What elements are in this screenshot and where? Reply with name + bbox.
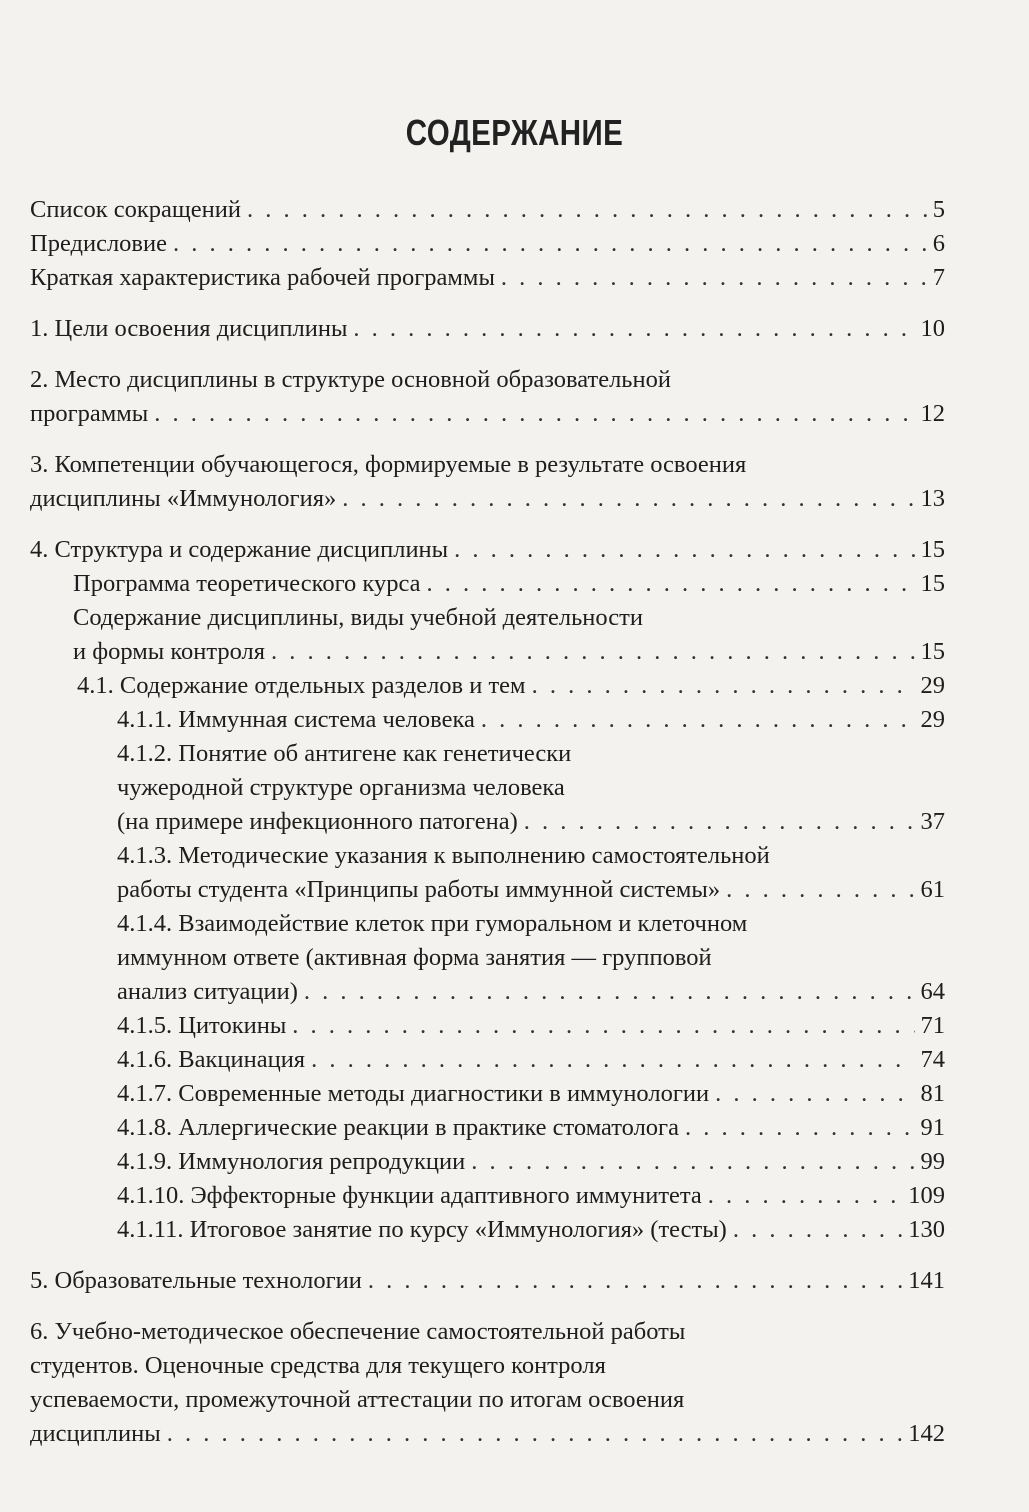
dot-leader [353,312,914,346]
toc-entry[interactable] [117,1111,945,1145]
toc-entry-text-line: 4.1.3. Методические указания к выполнению самостоятельной [117,842,770,869]
dot-leader [167,1417,903,1451]
toc-entry-title: 4.1.6. Вакцинация [117,1046,306,1073]
toc-entry-title: анализ ситуации) [117,978,298,1005]
toc-entry-title: (на примере инфекционного патогена) [117,808,518,835]
toc-entry[interactable] [117,1179,945,1213]
toc-page-number: 91 [920,1114,945,1141]
toc-entry[interactable] [117,1077,945,1111]
toc-entry-text-line: 3. Компетенции обучающегося, формируемые в результате освоения [30,451,747,478]
toc-entry[interactable] [30,448,945,516]
toc-entry[interactable] [117,1009,945,1043]
toc-page-number: 15 [920,536,945,563]
section-gap [0,295,1029,312]
dot-leader [454,533,914,567]
toc-entry-text-line: 4.1.4. Взаимодействие клеток при гуморальном и клеточном [117,910,748,937]
toc-entry[interactable] [73,567,945,601]
toc-page-number: 15 [920,638,945,665]
dot-leader [471,1145,914,1179]
dot-leader [173,227,927,261]
toc-entry-text-line: 6. Учебно-методическое обеспечение самостоятельной работы [30,1318,686,1345]
dot-leader [292,1009,914,1043]
section-gap [0,516,1029,533]
toc-entry-title: 4.1.8. Аллергические реакции в практике стоматолога [117,1114,679,1141]
toc-entry-title: дисциплины «Иммунология» [30,485,337,512]
toc-page-number: 5 [932,196,945,223]
toc-entry-title: 4.1.1. Иммунная система человека [117,706,475,733]
dot-leader [311,1043,914,1077]
toc-entry-text-line: чужеродной структуре организма человека [117,774,565,801]
toc-entry[interactable] [30,363,945,431]
toc-page-number: 71 [920,1012,945,1039]
toc-entry[interactable] [73,601,945,669]
toc-entry-text-line: иммунном ответе (активная форма занятия — групповой [117,944,712,971]
toc-entry-title: Программа теоретического курса [73,570,421,597]
toc-page-number: 64 [920,978,945,1005]
toc-page-number: 12 [920,400,945,427]
toc-entry-title: 4.1.9. Иммунология репродукции [117,1148,466,1175]
toc-entry[interactable] [30,1264,945,1298]
dot-leader [524,805,915,839]
toc-entry[interactable] [30,193,945,227]
toc-page-number: 6 [932,230,945,257]
dot-leader [247,193,927,227]
table-of-contents [0,193,1029,1451]
toc-entry-title: 4.1.10. Эффекторные функции адаптивного иммунитета [117,1182,702,1209]
dot-leader [342,482,914,516]
toc-entry[interactable] [117,839,945,907]
toc-page-number: 81 [920,1080,945,1107]
dot-leader [368,1264,902,1298]
dot-leader [733,1213,902,1247]
toc-page-number: 141 [908,1267,945,1294]
toc-entry[interactable] [117,907,945,1009]
toc-entry-title: Список сокращений [30,196,241,223]
toc-entry-title: Краткая характеристика рабочей программы [30,264,495,291]
toc-entry-title: дисциплины [30,1420,161,1447]
dot-leader [271,635,914,669]
toc-page-number: 10 [920,315,945,342]
toc-entry[interactable] [117,703,945,737]
toc-entry-text-line: 2. Место дисциплины в структуре основной образовательной [30,366,671,393]
section-gap [0,1247,1029,1264]
toc-entry[interactable] [30,261,945,295]
toc-entry[interactable] [117,1213,945,1247]
toc-entry-title: и формы контроля [73,638,266,665]
toc-entry[interactable] [30,533,945,567]
toc-entry-title: 4.1.5. Цитокины [117,1012,287,1039]
toc-entry-text-line: студентов. Оценочные средства для текущего контроля [30,1352,606,1379]
toc-entry-text-line: Содержание дисциплины, виды учебной деятельности [73,604,643,631]
toc-entry-title: программы [30,400,149,427]
toc-entry[interactable] [30,227,945,261]
toc-entry-title: работы студента «Принципы работы иммунной системы» [117,876,721,903]
toc-page-number: 7 [932,264,945,291]
toc-page-number: 130 [908,1216,945,1243]
dot-leader [427,567,915,601]
toc-entry[interactable] [117,1043,945,1077]
toc-entry-title: Предисловие [30,230,167,257]
toc-entry-title: 4.1. Содержание отдельных разделов и тем [77,672,526,699]
toc-entry-title: 4. Структура и содержание дисциплины [30,536,449,563]
dot-leader [685,1111,915,1145]
dot-leader [501,261,927,295]
toc-entry-title: 1. Цели освоения дисциплины [30,315,348,342]
dot-leader [532,669,915,703]
toc-entry-text-line: успеваемости, промежуточной аттестации по итогам освоения [30,1386,685,1413]
toc-entry[interactable] [117,737,945,839]
dot-leader [154,397,914,431]
section-gap [0,431,1029,448]
toc-page-number: 13 [920,485,945,512]
toc-entry-text-line: 4.1.2. Понятие об антигене как генетически [117,740,572,767]
page-title: СОДЕРЖАНИЕ [405,112,624,153]
toc-page-number: 29 [920,706,945,733]
toc-page-number: 74 [920,1046,945,1073]
dot-leader [304,975,915,1009]
toc-entry[interactable] [117,1145,945,1179]
toc-page-number: 61 [920,876,945,903]
dot-leader [726,873,914,907]
toc-page-number: 142 [908,1420,945,1447]
toc-entry-title: 5. Образовательные технологии [30,1267,362,1294]
dot-leader [708,1179,902,1213]
toc-entry[interactable] [77,669,945,703]
toc-entry-title: 4.1.7. Современные методы диагностики в иммунологии [117,1080,710,1107]
toc-page-number: 29 [920,672,945,699]
section-gap [0,346,1029,363]
toc-entry[interactable] [30,312,945,346]
toc-page-number: 37 [920,808,945,835]
toc-entry[interactable] [30,1315,945,1451]
dot-leader [715,1077,914,1111]
toc-page-number: 109 [908,1182,945,1209]
toc-entry-title: 4.1.11. Итоговое занятие по курсу «Иммунология» (тесты) [117,1216,727,1243]
toc-page-number: 99 [920,1148,945,1175]
toc-page-number: 15 [920,570,945,597]
dot-leader [481,703,915,737]
section-gap [0,1298,1029,1315]
